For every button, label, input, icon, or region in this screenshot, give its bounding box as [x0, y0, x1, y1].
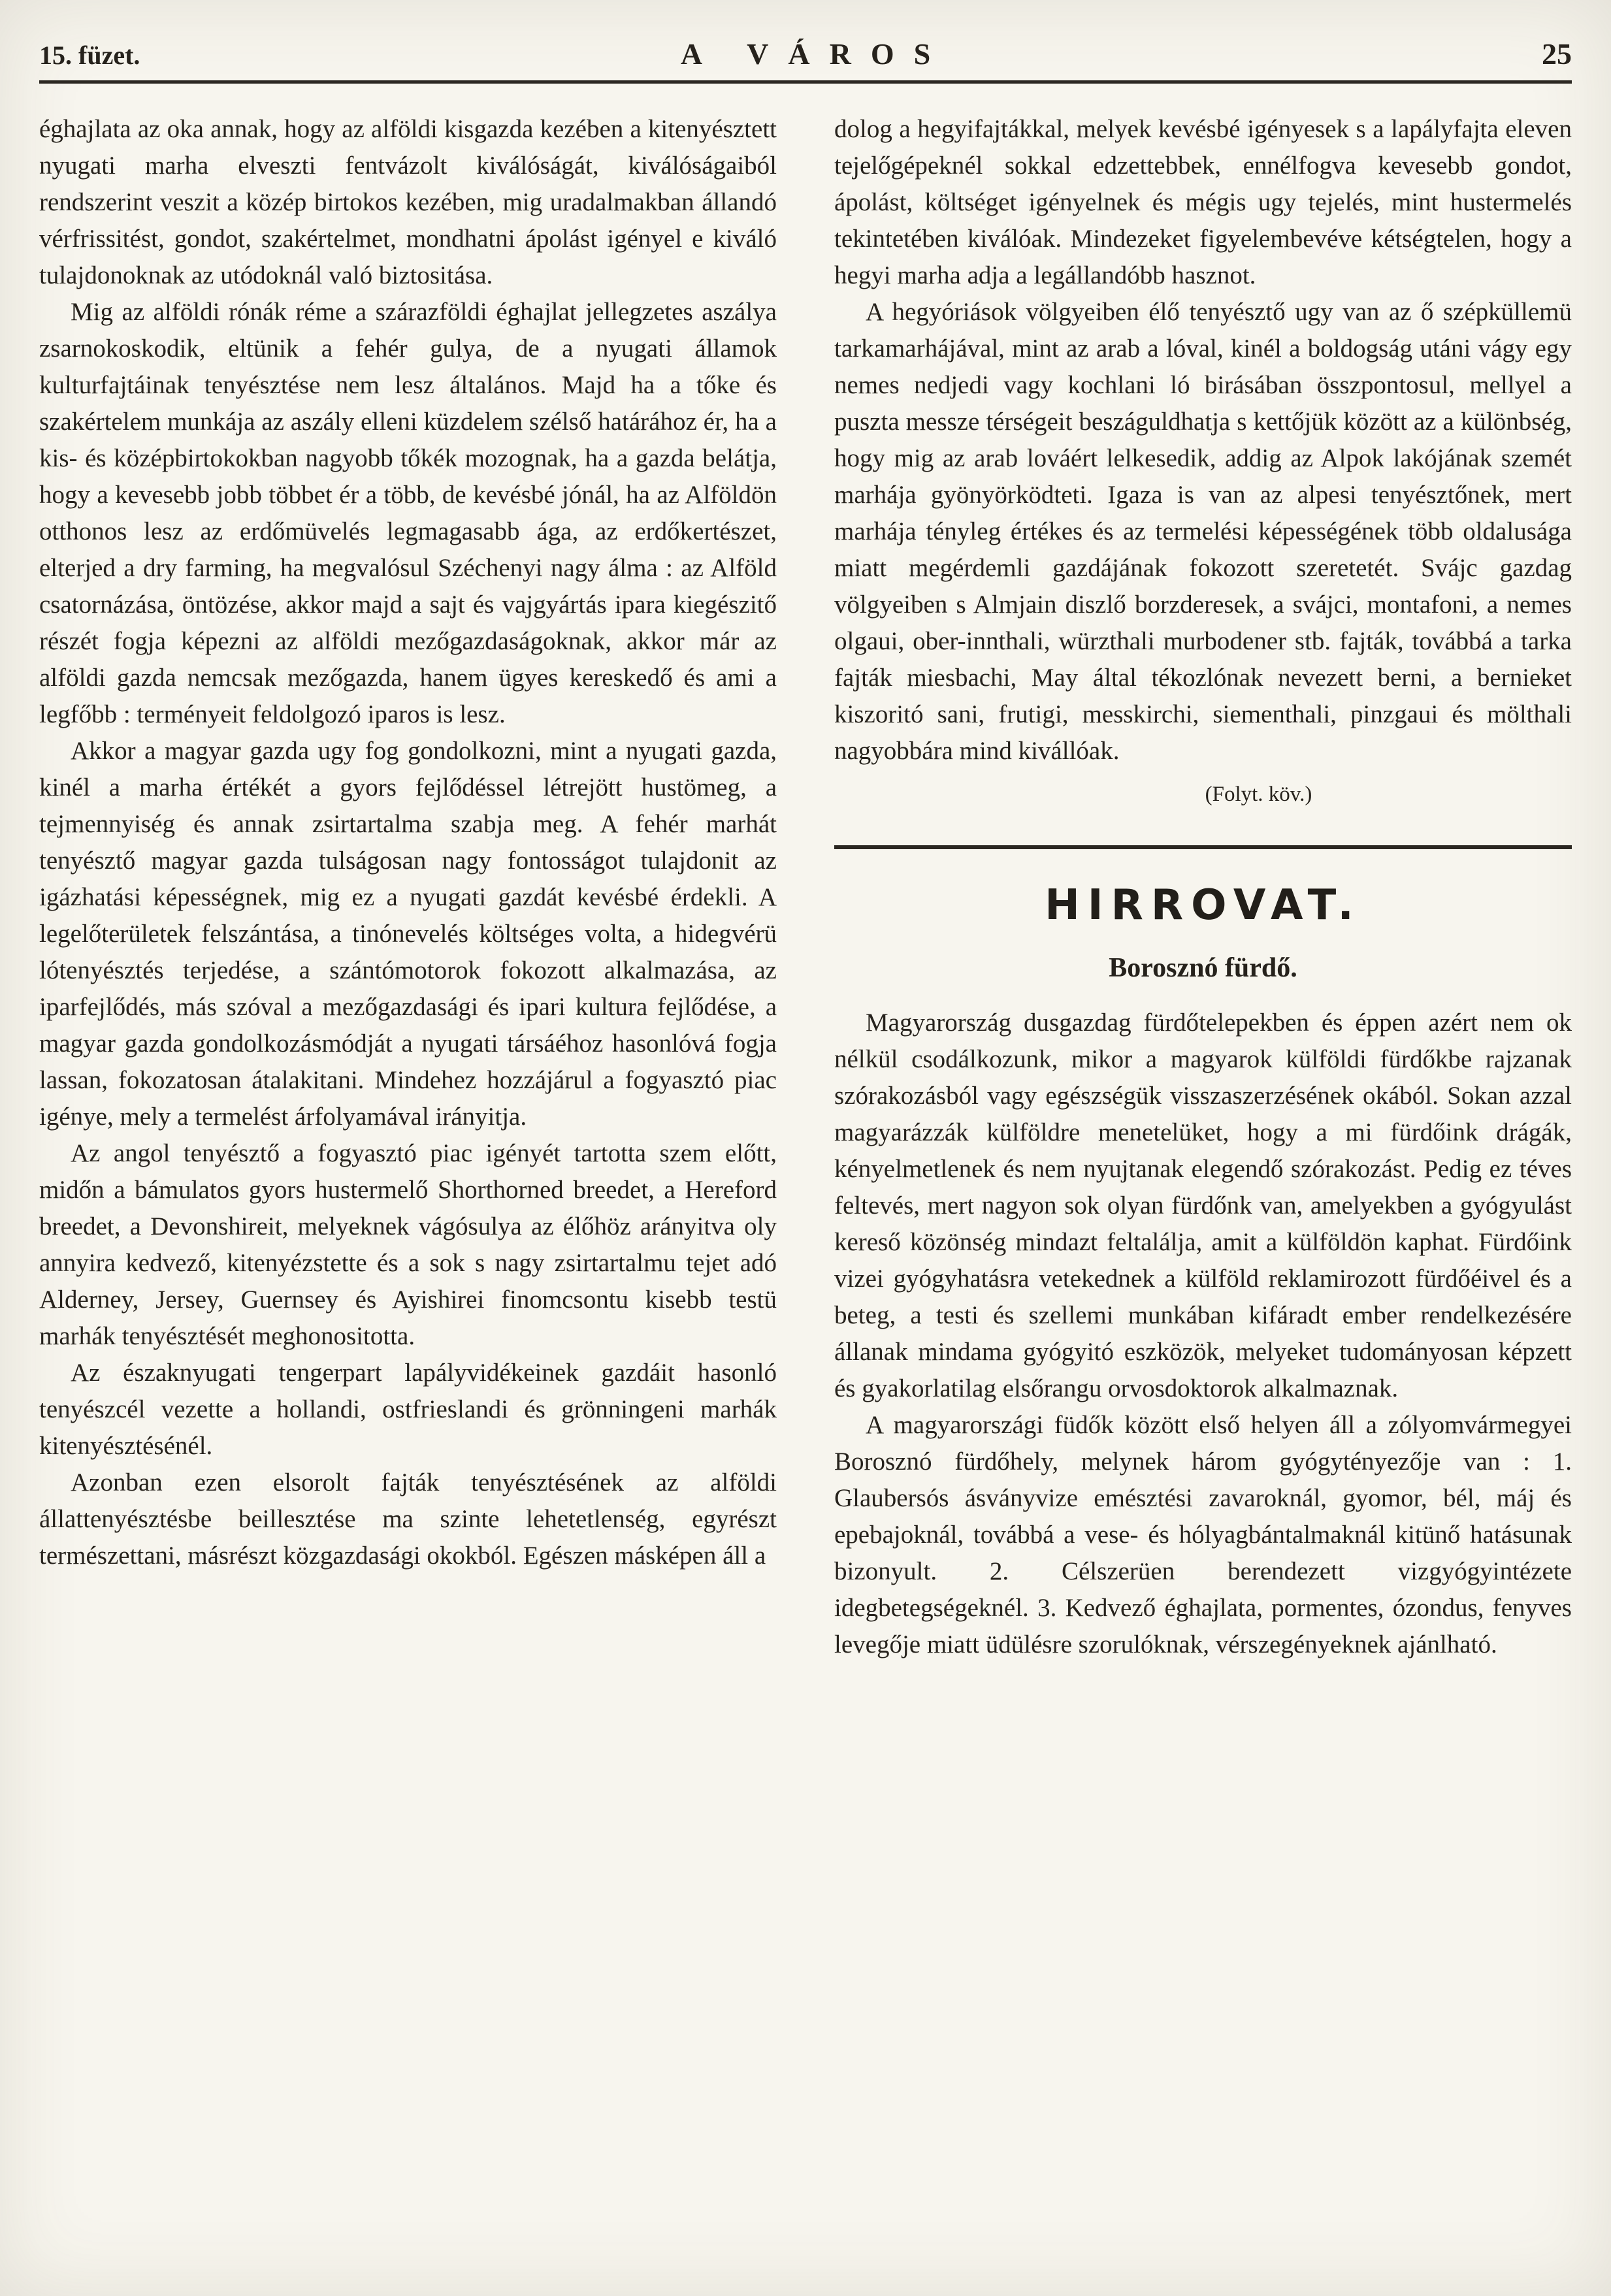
section-subtitle-boroszno: Borosznó fürdő.: [1109, 953, 1297, 983]
paragraph: dolog a hegyifajtákkal, melyek kevésbé igényesek s a lapályfajta eleven tejelőgépeknél sokkal edzettebbek, ennélfogva kevesebb gondot, ápolást, költséget igényelnek és mégis ugy tejelés, mint hustermelés tekintetében kiválóak. Mindezeket figyelembevéve kétségtelen, hogy a hegyi marha adja a legállandóbb hasznot.: [834, 115, 1572, 289]
page-number: 25: [1542, 37, 1572, 71]
section-divider-rule: [834, 845, 1572, 849]
paragraph: Akkor a magyar gazda ugy fog gondolkozni, mint a nyugati gazda, kinél a marha értékét a gyors fejlődéssel létrejött hustömeg, a tejmennyiség és annak zsirtartalma szabja meg. A fehér marhát tenyésztő magyar gazda tulságosan nagy fontosságot tulajdonit az igázhatási képességnek, mig ez a nyugati gazdát kevésbé érdekli. A legelőterületek felszántása, a tinónevelés költséges volta, a hidegvérü lótenyésztés terjedése, a szántómotorok fokozott alkalmazása, az iparfejlődés, más szóval a mezőgazdasági és ipari kultura fejlődése, a magyar gazda gondolkozásmódját a nyugati társáéhoz hasonlóvá fogja lassan, fokozatosan átalakitani. Mindehez hozzájárul a fogyasztó piac igénye, mely a termelést árfolyamával irányitja.: [39, 737, 777, 1131]
page-header: [39, 37, 1572, 84]
issue-label: 15. füzet.: [39, 40, 140, 70]
paragraph: Magyarország dusgazdag fürdőtelepekben és éppen azért nem ok nélkül csodálkozunk, mikor a magyarok külföldi fürdőkbe rajzanak szórakozásból vagy egészségük visszaszerzésének okából. Sokan azzal magyarázzák külföldre menetelüket, hogy a mi fürdőink drágák, kényelmetlenek és nem nyujtanak elegendő szórakozást. Pedig ez téves feltevés, mert nagyon sok olyan fürdőnk van, amelyekben a gyógyulást kereső közönség mindazt feltalálja, amit a külföldön kaphat. Fürdőink vizei gyógyhatásra vetekednek a külföld reklamirozott fürdőéivel és a beteg, a testi és szellemi munkában kifáradt ember rendelkezésére állanak mindama gyógyitó eszközök, melyeket tudományosan képzett és gyakorlatilag elsőrangu orvosdoktorok alkalmaznak.: [834, 1009, 1572, 1402]
section-body: [834, 1005, 1572, 1663]
paragraph: Az angol tenyésztő a fogyasztó piac igényét tartotta szem előtt, midőn a bámulatos gyors hustermelő Shorthorned breedet, a Hereford breedet, a Devonshireit, melyeknek vágósulya az élőhöz arányitva oly annyira kedvező, kitenyézstette és a sok s nagy zsirtartalmu tejet adó Alderney, Jersey, Guernsey és Ayishirei finomcsontu kisebb testü marhák tenyésztését meghonositotta.: [39, 1139, 777, 1350]
paragraph: A magyarországi füdők között első helyen áll a zólyomvármegyei Borosznó fürdőhely, melynek három gyógytényezője van : 1. Glaubersós ásványvize emésztési zavaroknál, gyomor, bél, máj és epebajoknál, továbbá a vese- és hólyagbántalmaknál kitünő hatásunak bizonyult. 2. Célszerüen berendezett vizgyógyintézete idegbetegségeknél. 3. Kedvező éghajlata, pormentes, ózondus, fenyves levegője miatt üdülésre szorulóknak, vérszegényeknek ajánlható.: [834, 1411, 1572, 1658]
paragraph: Azonban ezen elsorolt fajták tenyésztésének az alföldi állattenyésztésbe beillesztése ma szinte lehetetlenség, egyrészt természettani, másrészt közgazdasági okokból. Egészen másképen áll a: [39, 1468, 777, 1570]
journal-title: A VÁROS: [680, 37, 951, 71]
continuation-note: (Folyt. köv.): [1205, 783, 1312, 806]
paragraph: A hegyóriások völgyeiben élő tenyésztő ugy van az ő szépküllemü tarkamarhájával, mint az arab a lóval, kinél a boldogság utáni vágy egy nemes nedjedi vagy kochlani ló birásában összpontosul, mellyel a puszta messze térségeit beszáguldhatja s kettőjük között az a különbség, hogy mig az arab lováért lelkesedik, addig az Alpok lakójának szemét marhája gyönyörködteti. Igaza is van az alpesi tenyésztőnek, mert marhája tényleg értékes és az termelési képességének több oldalusága miatt megérdemli gazdájának fokozott szeretetét. Svájc gazdag völgyeiben s Almjain diszlő borzderesek, a svájci, montafoni, a nemes olgaui, ober-innthali, würzthali murbodener stb. fajták, továbbá a tarka fajták miesbachi, May által tékozlónak nevezett berni, a bernieket kiszoritó sani, frutigi, messkirchi, siementhali, pinzgaui és mölthali nagyobbára mind kivállóak.: [834, 298, 1572, 765]
paragraph: Az északnyugati tengerpart lapályvidékeinek gazdáit hasonló tenyészcél vezette a hollandi, ostfrieslandi és grönningeni marhák kitenyésztésénél.: [39, 1359, 777, 1460]
section-title-hirrovat: HIRROVAT.: [1045, 881, 1361, 930]
article-continuation: [834, 111, 1572, 769]
two-column-body: [39, 84, 1572, 1663]
left-column: [39, 111, 777, 1663]
paragraph: éghajlata az oka annak, hogy az alföldi kisgazda kezében a kitenyésztett nyugati marha elveszti fentvázolt kiválóságát, kiválóságaiból rendszerint veszit a közép birtokos kezében, mig uradalmakban állandó vérfrissitést, gondot, szakértelmet, mondhatni ápolást igényel e kiváló tulajdonoknak az utódoknál való biztositása.: [39, 115, 777, 289]
right-column: [834, 111, 1572, 1663]
paragraph: Mig az alföldi rónák réme a szárazföldi éghajlat jellegzetes aszálya zsarnokoskodik, eltünik a fehér gulya, de a nyugati államok kulturfajtáinak tenyésztése nem lesz általános. Majd ha a tőke és szakértelem munkája az aszály elleni küzdelem szélső határához ér, ha a kis- és középbirtokokban nagyobb tőkék mozognak, ha a gazda belátja, hogy a kevesebb jobb többet ér a több, de kevésbé jónál, ha az Alföldön otthonos lesz az erdőmüvelés legmagasabb ága, az erdőkertészet, elterjed a dry farming, ha megvalósul Széchenyi nagy álma : az Alföld csatornázása, öntözése, akkor majd a sajt és vajgyártás ipara kiegészitő részét fogja képezni az alföldi mezőgazdaságoknak, akkor már az alföldi gazda nemcsak mezőgazda, hanem ügyes kereskedő és ami a legfőbb : terményeit feldolgozó iparos is lesz.: [39, 298, 777, 728]
